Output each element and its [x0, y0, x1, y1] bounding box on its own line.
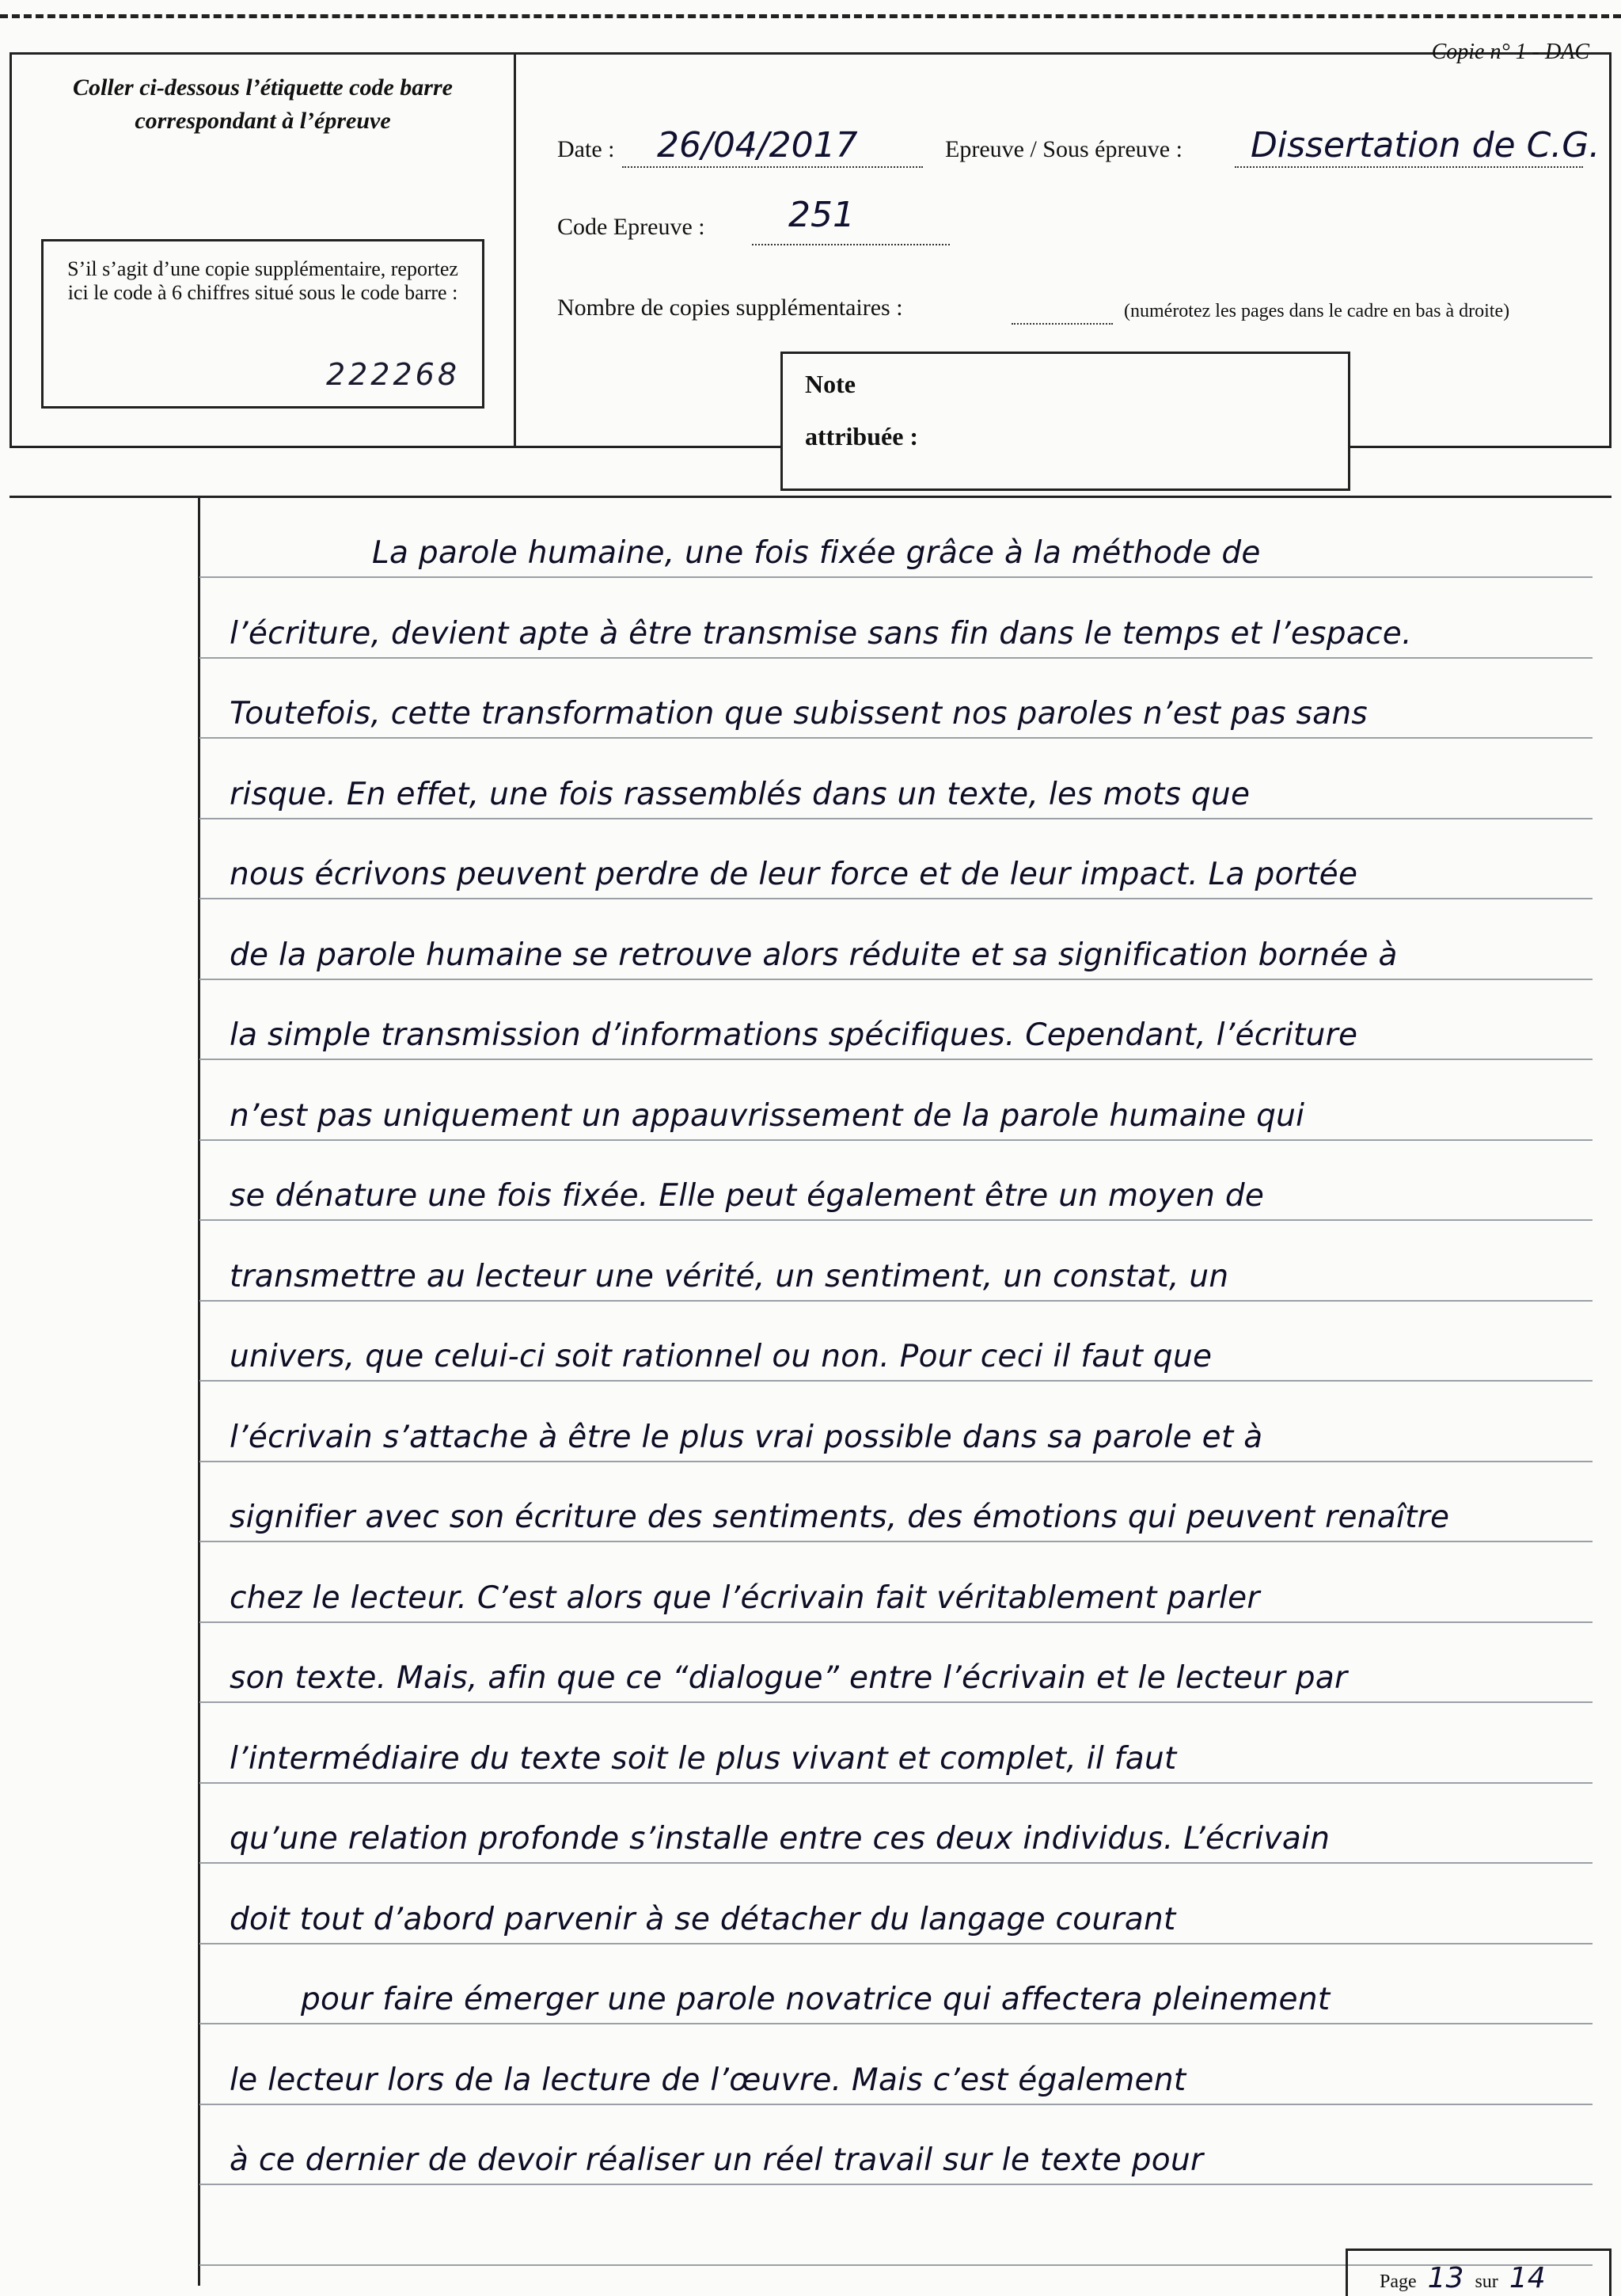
ruled-line — [199, 2184, 1593, 2185]
supplementary-instruction: S’il s’agit d’une copie supplémentaire, reportez ici le code à 6 chiffres situé sous le code barre : — [67, 257, 458, 304]
code-epreuve-value: 251 — [788, 195, 855, 235]
ruled-line — [199, 1300, 1593, 1302]
ruled-line — [199, 818, 1593, 819]
page-number-box — [1346, 2248, 1612, 2296]
cut-dashed-line — [0, 14, 1621, 18]
ruled-line — [199, 1461, 1593, 1462]
writing-area-border — [9, 496, 1612, 498]
essay-line: qu’une relation profonde s’installe entre ces deux individus. L’écrivain — [230, 1821, 1331, 1857]
date-label: Date : — [557, 136, 615, 162]
ruled-line — [199, 657, 1593, 659]
ruled-line — [199, 576, 1593, 578]
essay-line: Toutefois, cette transformation que subissent nos paroles n’est pas sans — [230, 696, 1368, 732]
essay-line: nous écrivons peuvent perdre de leur force et de leur impact. La portée — [230, 857, 1358, 892]
epreuve-label: Epreuve / Sous épreuve : — [945, 136, 1183, 162]
page-number: Page 13 sur 14 — [1380, 2262, 1546, 2294]
nb-copies-note: (numérotez les pages dans le cadre en bas à droite) — [1124, 301, 1510, 321]
grade-box — [780, 352, 1350, 491]
ruled-line — [199, 1943, 1593, 1944]
essay-line: transmettre au lecteur une vérité, un sentiment, un constat, un — [230, 1259, 1229, 1294]
margin-line — [198, 496, 200, 2286]
date-line — [622, 166, 923, 168]
essay-line: risque. En effet, une fois rassemblés dans un texte, les mots que — [230, 777, 1251, 812]
supplementary-code-box — [41, 239, 484, 409]
ruled-line — [199, 737, 1593, 739]
ruled-line — [199, 1139, 1593, 1141]
ruled-line — [199, 1782, 1593, 1784]
essay-line: La parole humaine, une fois fixée grâce à la méthode de — [372, 535, 1261, 571]
essay-line: l’intermédiaire du texte soit le plus vivant et complet, il faut — [230, 1741, 1177, 1777]
copy-number: Copie n° 1 - DAC — [1431, 40, 1589, 64]
grade-label-2: attribuée : — [805, 422, 919, 450]
code-epreuve-label: Code Epreuve : — [557, 214, 705, 240]
essay-line: pour faire émerger une parole novatrice qui affectera pleinement — [301, 1982, 1331, 2017]
essay-line: se dénature une fois fixée. Elle peut également être un moyen de — [230, 1178, 1265, 1214]
grade-label-1: Note — [805, 370, 856, 398]
supplementary-code: 222268 — [325, 357, 460, 392]
ruled-line — [199, 898, 1593, 899]
ruled-line — [199, 1541, 1593, 1542]
code-epreuve-line — [752, 244, 950, 245]
essay-line: de la parole humaine se retrouve alors réduite et sa signification bornée à — [230, 937, 1398, 973]
essay-line: à ce dernier de devoir réaliser un réel travail sur le texte pour — [230, 2142, 1204, 2178]
essay-line: univers, que celui-ci soit rationnel ou non. Pour ceci il faut que — [230, 1339, 1213, 1374]
ruled-line — [199, 1059, 1593, 1060]
ruled-line — [199, 2023, 1593, 2024]
ruled-line — [199, 1701, 1593, 1703]
ruled-line — [199, 979, 1593, 980]
ruled-line — [199, 1621, 1593, 1623]
essay-line: son texte. Mais, afin que ce “dialogue” entre l’écrivain et le lecteur par — [230, 1660, 1348, 1696]
nb-copies-label: Nombre de copies supplémentaires : — [557, 295, 903, 321]
ruled-line — [199, 1862, 1593, 1864]
essay-line: la simple transmission d’informations spécifiques. Cependant, l’écriture — [230, 1017, 1358, 1053]
essay-line: l’écriture, devient apte à être transmise sans fin dans le temps et l’espace. — [230, 616, 1412, 652]
ruled-line — [199, 1380, 1593, 1382]
ruled-line — [199, 1219, 1593, 1221]
essay-line: le lecteur lors de la lecture de l’œuvre. Mais c’est également — [230, 2062, 1186, 2098]
barcode-area — [9, 52, 516, 448]
essay-line: signifier avec son écriture des sentiments, des émotions qui peuvent renaître — [230, 1500, 1450, 1535]
essay-line: chez le lecteur. C’est alors que l’écrivain fait véritablement parler — [230, 1580, 1260, 1616]
barcode-instruction: Coller ci-dessous l’étiquette code barre correspondant à l’épreuve — [73, 74, 453, 134]
essay-line: n’est pas uniquement un appauvrissement de la parole humaine qui — [230, 1098, 1305, 1134]
ruled-line — [199, 2104, 1593, 2105]
essay-line: l’écrivain s’attache à être le plus vrai possible dans sa parole et à — [230, 1420, 1263, 1455]
date-value: 26/04/2017 — [657, 125, 858, 165]
epreuve-value: Dissertation de C.G. — [1251, 125, 1600, 165]
nb-copies-line — [1012, 323, 1113, 325]
essay-line: doit tout d’abord parvenir à se détacher du langage courant — [230, 1902, 1176, 1937]
epreuve-line — [1235, 166, 1583, 168]
